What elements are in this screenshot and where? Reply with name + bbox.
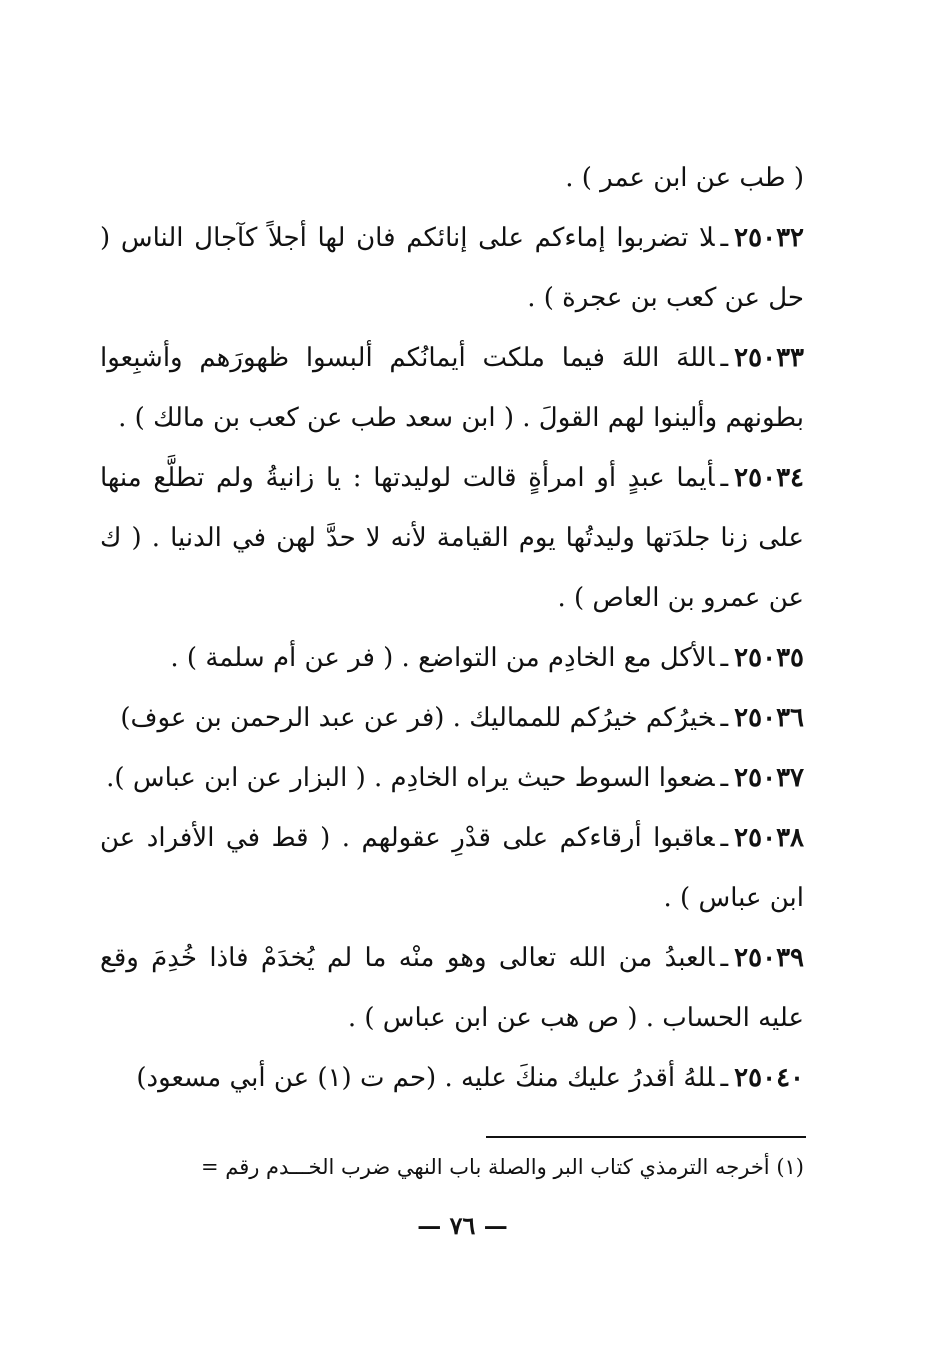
hadith-entry [100,208,804,328]
hadith-entry [100,688,804,748]
page-number: — ٧٦ — [417,1211,508,1240]
separator-dash: ـ [720,223,729,253]
hadith-text-block [100,148,804,1108]
hadith-entry [100,328,804,448]
separator-dash: ـ [720,463,729,493]
hadith-number: ٢٥٠٤٠ [734,1063,804,1093]
hadith-entry [100,808,804,928]
hadith-number: ٢٥٠٣٤ [734,463,804,493]
separator-dash: ـ [720,703,729,733]
footnote-divider [486,1136,806,1138]
hadith-entry [100,1048,804,1108]
separator-dash: ـ [720,823,729,853]
hadith-body: عاقبوا أرقاءكم على قدْرِ عقولهم . ( قط في الأفراد عن ابن عباس ) . [100,823,804,913]
hadith-body: خيرُكم خيرُكم للمماليك . (فر عن عبد الرحمن بن عوف) [120,703,715,733]
hadith-entry [100,448,804,628]
hadith-body: ضعوا السوط حيث يراه الخادِم . ( البزار عن ابن عباس ). [106,763,715,793]
hadith-body: العبدُ من الله تعالى وهو منْه ما لم يُخدَمْ فاذا خُدِمَ وقع عليه الحساب . ( ص هب عن ابن عباس ) . [100,943,804,1033]
hadith-body: الأكل مع الخادِم من التواضع . ( فر عن أم سلمة ) . [170,643,715,673]
hadith-number: ٢٥٠٣٥ [734,643,804,673]
hadith-number: ٢٥٠٣٢ [734,223,804,253]
hadith-body: لا تضربوا إماءكم على إنائكم فان لها أجلاً كآجال الناس ( حل عن كعب بن عجرة ) . [100,223,804,313]
hadith-number: ٢٥٠٣٩ [734,943,804,973]
footnote: (١) أخرجه الترمذي كتاب البر والصلة باب النهي ضرب الخـــدم رقم = [200,1155,804,1179]
hadith-number: ٢٥٠٣٣ [734,343,804,373]
hadith-body: أيما عبدٍ أو امرأةٍ قالت لوليدتها : يا زانيةُ ولم تطلَّع منها على زنا جلدَتها وليدتُها يوم القيامة لأنه لا حدَّ لهن في الدنيا . ( ك عن عمرو بن العاص ) . [100,463,804,613]
separator-dash: ـ [720,943,729,973]
separator-dash: ـ [720,1063,729,1093]
hadith-number: ٢٥٠٣٨ [734,823,804,853]
hadith-entry [100,748,804,808]
hadith-entry [100,628,804,688]
hadith-entry [100,928,804,1048]
separator-dash: ـ [720,643,729,673]
continued-source-line: ( طب عن ابن عمر ) . [565,163,804,193]
separator-dash: ـ [720,763,729,793]
hadith-body: للهُ أقدرُ عليك منكَ عليه . (حم ت (١) عن أبي مسعود) [136,1063,715,1093]
separator-dash: ـ [720,343,729,373]
hadith-body: اللهَ اللهَ فيما ملكت أيمانُكم ألبسوا ظهورَهم وأشبِعوا بطونهم وألينوا لهم القولَ . ( ابن سعد طب عن كعب بن مالك ) . [100,343,804,433]
hadith-number: ٢٥٠٣٧ [734,763,804,793]
hadith-number: ٢٥٠٣٦ [734,703,804,733]
